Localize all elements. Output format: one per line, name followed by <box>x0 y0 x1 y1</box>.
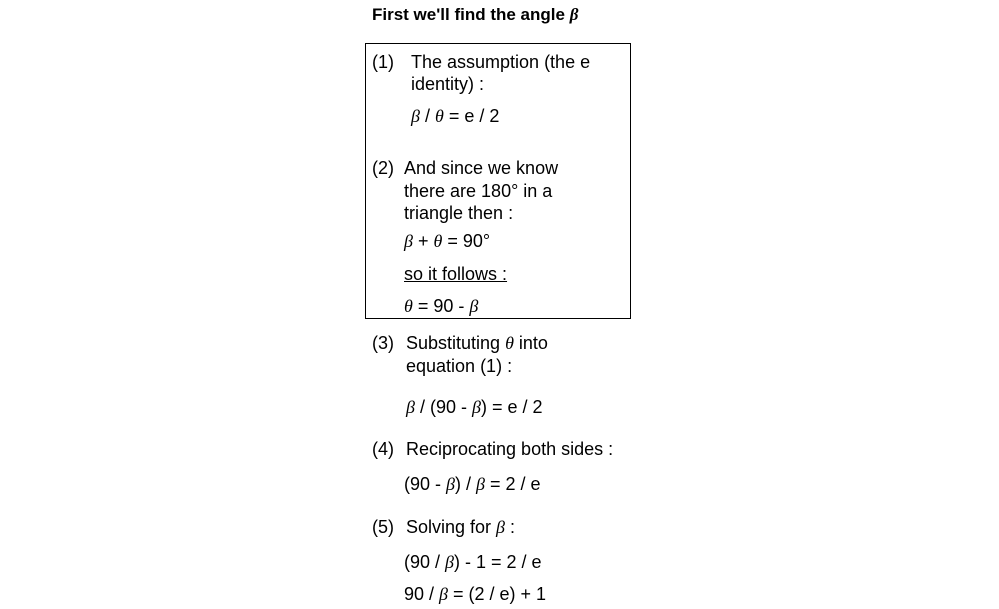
step3-line2: equation (1) : <box>406 356 513 376</box>
text-part: : <box>505 517 516 537</box>
equation-part: ) - 1 = 2 / e <box>454 552 542 572</box>
equation-part: / (90 - <box>414 397 472 417</box>
step3-number: (3) <box>372 333 394 353</box>
equation-part: ) = e / 2 <box>480 397 543 417</box>
equation-part: = e / 2 <box>443 106 500 126</box>
step1-equation <box>411 105 499 127</box>
equation-part: / <box>419 106 435 126</box>
equation-part: 90 / <box>404 584 440 604</box>
step5-equation1 <box>404 551 542 573</box>
theta-symbol: θ <box>505 333 514 353</box>
page-title <box>372 5 578 25</box>
step4-line1: Reciprocating both sides : <box>406 439 614 459</box>
step5-line1 <box>406 516 515 538</box>
step5-number: (5) <box>372 517 394 537</box>
beta-symbol: β <box>496 517 506 537</box>
equation-part: + <box>412 231 434 251</box>
beta-symbol: β <box>469 296 479 316</box>
title-text: First we'll find the angle <box>372 5 570 24</box>
equation-part: (90 - <box>404 474 447 494</box>
beta-symbol: β <box>404 231 413 251</box>
text-part: into <box>513 333 548 353</box>
equation-part: = 2 / e <box>484 474 541 494</box>
step4-equation <box>404 473 541 495</box>
step3-line1 <box>406 332 548 354</box>
beta-symbol: β <box>475 474 485 494</box>
theta-symbol: θ <box>434 106 444 126</box>
beta-symbol: β <box>445 552 454 572</box>
step1-line1: The assumption (the e <box>411 52 591 72</box>
step2-equation <box>404 230 490 252</box>
beta-symbol: β <box>446 474 455 494</box>
step3-equation <box>406 396 543 418</box>
equation-part: ) / <box>454 474 476 494</box>
theta-symbol: θ <box>433 231 443 251</box>
equation-part: = (2 / e) + 1 <box>448 584 547 604</box>
equation-part: (90 / <box>404 552 446 572</box>
step2-equation2 <box>404 295 478 317</box>
step4-number: (4) <box>372 439 394 459</box>
step1-number: (1) <box>372 52 394 72</box>
title-beta-symbol: β <box>569 5 579 24</box>
text-part: Solving for <box>406 517 497 537</box>
text-part: Substituting <box>406 333 506 353</box>
equation-part: = 90° <box>442 231 491 251</box>
step5-equation2 <box>404 583 546 605</box>
theta-symbol: θ <box>404 296 413 316</box>
step2-follows: so it follows : <box>404 264 508 284</box>
step2-line1: And since we know <box>404 158 559 178</box>
equation-part: = 90 - <box>412 296 470 316</box>
step2-number: (2) <box>372 158 394 178</box>
beta-symbol: β <box>406 397 415 417</box>
step2-line3: triangle then : <box>404 203 514 223</box>
beta-symbol: β <box>411 106 420 126</box>
beta-symbol: β <box>471 397 481 417</box>
step2-line2: there are 180° in a <box>404 181 553 201</box>
beta-symbol: β <box>439 584 448 604</box>
step1-line2: identity) : <box>411 74 485 94</box>
